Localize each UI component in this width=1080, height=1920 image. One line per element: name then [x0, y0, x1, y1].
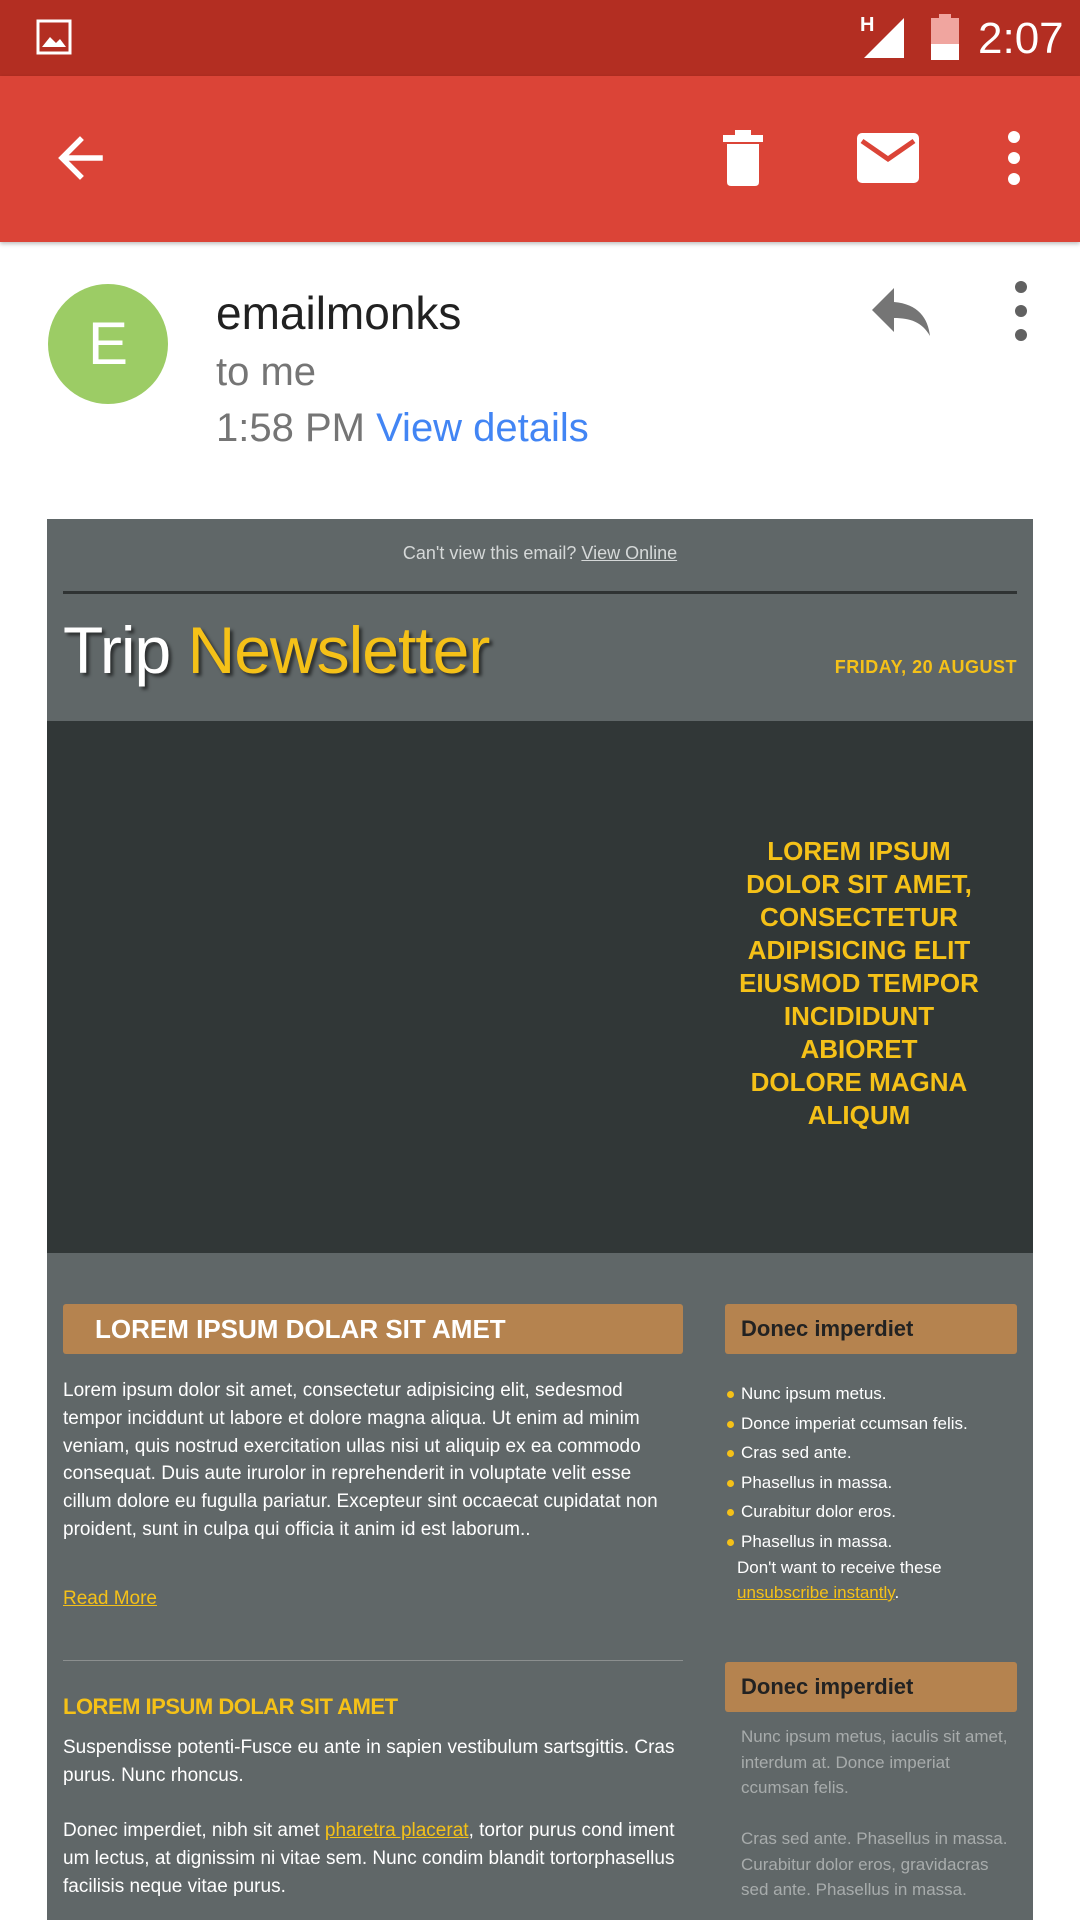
read-more-link[interactable]: Read More [63, 1588, 157, 1609]
status-time: 2:07 [978, 14, 1064, 63]
back-button[interactable] [44, 122, 116, 194]
more-options-button[interactable] [978, 122, 1050, 194]
pharetra-placerat-link[interactable]: pharetra placerat [324, 1820, 469, 1841]
unsubscribe-end: . [894, 1583, 900, 1602]
list-item: Phasellus in massa. [725, 1527, 1025, 1557]
view-online-link[interactable]: View Online [581, 543, 678, 563]
hero-line: ADIPISICING ELIT [747, 935, 971, 965]
section2-paragraph: Suspendisse potenti-Fusce eu ante in sapien vestibulum sartsgittis. Cras purus. Nunc rhoncus. [63, 1737, 675, 1786]
sidebar-heading-2: Donec imperdiet [725, 1662, 1017, 1712]
title-word-newsletter: Newsletter [187, 613, 490, 687]
section-divider [63, 1660, 683, 1661]
received-time: 1:58 PM [216, 406, 365, 450]
hero-line: DOLOR SIT AMET, [746, 869, 972, 899]
status-bar [0, 0, 1080, 76]
list-item: Cras sed ante. [725, 1438, 1025, 1468]
title-word-trip: Trip [63, 613, 171, 687]
divider [63, 591, 1017, 594]
signal-icon: H [856, 14, 908, 60]
battery-icon [930, 14, 960, 60]
section-heading: LOREM IPSUM DOLAR SIT AMET [63, 1304, 683, 1354]
list-item: Curabitur dolor eros. [725, 1497, 1025, 1527]
email-header [0, 242, 1080, 492]
arrow-back-icon [54, 132, 106, 184]
newsletter-body [47, 519, 1033, 1920]
sidebar-heading: Donec imperdiet [725, 1304, 1017, 1354]
hero-line: DOLORE MAGNA [750, 1067, 968, 1097]
preheader-text: Can't view this email? [402, 543, 577, 563]
hero-line: CONSECTETUR [760, 902, 958, 932]
app-bar [0, 76, 1080, 242]
section2-paragraph-2 [63, 1817, 683, 1900]
paragraph-text: Donec imperdiet, nibh sit amet [63, 1820, 325, 1841]
newsletter-title [63, 605, 489, 695]
unsubscribe-text: Don't want to receive these [737, 1558, 942, 1577]
sidebar-paragraph: Nunc ipsum metus, iaculis sit amet, interdum at. Donce imperiat ccumsan felis. [741, 1727, 1008, 1798]
mail-icon [857, 133, 919, 183]
sidebar-paragraph-2: Cras sed ante. Phasellus in massa. Curabitur dolor eros, gravidacras sed ante. Phasellus in massa. [741, 1829, 1008, 1900]
avatar[interactable]: E [48, 284, 168, 404]
section-body: Lorem ipsum dolor sit amet, consectetur adipisicing elit, sedesmod tempor inciddunt ut labore et dolore magna aliqua. Ut enim ad minim veniam, quis nostrud exercitation ullas nisi ut aliquip ex ea commodo consequat. Duis aute irurolor in reprehenderit in voluptate velit esse cillum dolore eu fugulla pariatur. Excepteur sint occaecat cupidatat non proident, sunt in culpa qui officia it anim id est laborum.. [63, 1380, 658, 1540]
delete-button[interactable] [707, 122, 779, 194]
view-details-link[interactable]: View details [376, 406, 589, 450]
list-item: Donce imperiat ccumsan felis. [725, 1409, 1025, 1439]
sidebar-list [725, 1379, 1025, 1557]
hero-line: ABIORET [800, 1034, 918, 1064]
image-icon [36, 19, 72, 55]
hero-line: LOREM IPSUM [767, 836, 951, 866]
mark-unread-button[interactable] [852, 122, 924, 194]
list-item: Nunc ipsum metus. [725, 1379, 1025, 1409]
more-vert-icon[interactable] [998, 278, 1044, 348]
list-item: Phasellus in massa. [725, 1468, 1025, 1498]
hero-line: INCIDIDUNT [783, 1001, 935, 1031]
time-row [216, 406, 589, 451]
more-vert-icon [1004, 130, 1024, 186]
unsubscribe-link[interactable]: unsubscribe instantly [737, 1583, 895, 1602]
reply-icon[interactable] [866, 278, 936, 348]
sender-name: emailmonks [216, 287, 462, 339]
unsubscribe-note [737, 1555, 1027, 1605]
section2-heading: LOREM IPSUM DOLAR SIT AMET [63, 1694, 398, 1719]
paragraph-text: , tortor purus cond iment um lectus, at dignissim ni vitae sem. Nunc condim blandit tortorphasellus facilisis neque vitae purus. [63, 1820, 675, 1897]
recipient-label: to me [216, 350, 317, 394]
newsletter-date: FRIDAY, 20 AUGUST [834, 657, 1017, 677]
hero-line: EIUSMOD TEMPOR [739, 968, 979, 998]
hero-banner [47, 721, 1033, 1253]
hero-line: ALIQUM [807, 1100, 911, 1130]
preheader [47, 543, 1033, 564]
trash-icon [721, 130, 765, 186]
hero-text [711, 835, 1007, 1132]
